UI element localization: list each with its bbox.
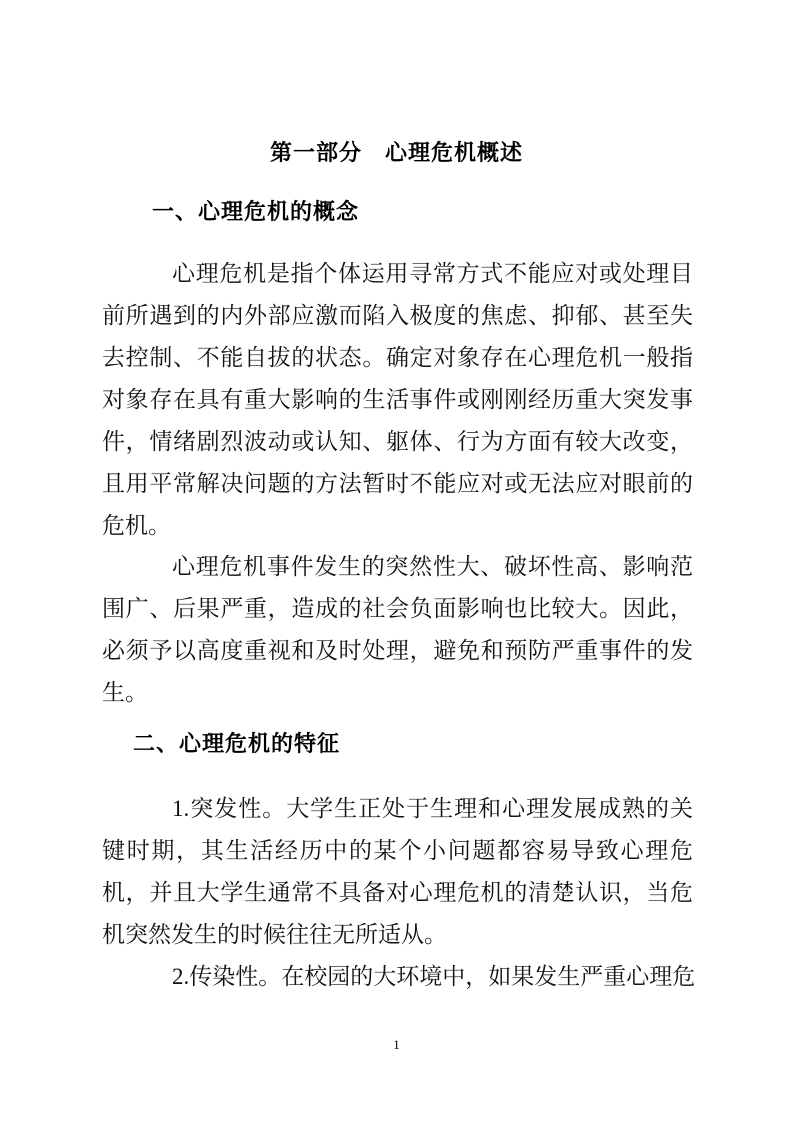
paragraph-concept-importance: 心理危机事件发生的突然性大、破坏性高、影响范围广、后果严重，造成的社会负面影响也比较大。因此，必须予以高度重视和及时处理，避免和预防严重事件的发生。 — [102, 554, 693, 705]
paragraph-characteristic-suddenness: 1.突发性。大学生正处于生理和心理发展成熟的关键时期，其生活经历中的某个小问题都容易导致心理危机，并且大学生通常不具备对心理危机的清楚认识，当危机突然发生的时候往往无所适从。 — [102, 796, 693, 947]
paragraph-characteristic-contagion: 2.传染性。在校园的大环境中，如果发生严重心理危 — [172, 964, 696, 989]
document-title: 第一部分 心理危机概述 — [269, 140, 523, 165]
paragraph-concept-definition: 心理危机是指个体运用寻常方式不能应对或处理目前所遇到的内外部应激而陷入极度的焦虑、抑郁、甚至失去控制、不能自拔的状态。确定对象存在心理危机一般指对象存在具有重大影响的生活事件或刚刚经历重大突发事件，情绪剧烈波动或认知、躯体、行为方面有较大改变，且用平常解决问题的方法暂时不能应对或无法应对眼前的危机。 — [102, 261, 693, 538]
section-heading-characteristics: 二、心理危机的特征 — [133, 731, 341, 756]
section-heading-concept: 一、心理危机的概念 — [152, 199, 360, 224]
page-number: 1 — [393, 1037, 400, 1052]
